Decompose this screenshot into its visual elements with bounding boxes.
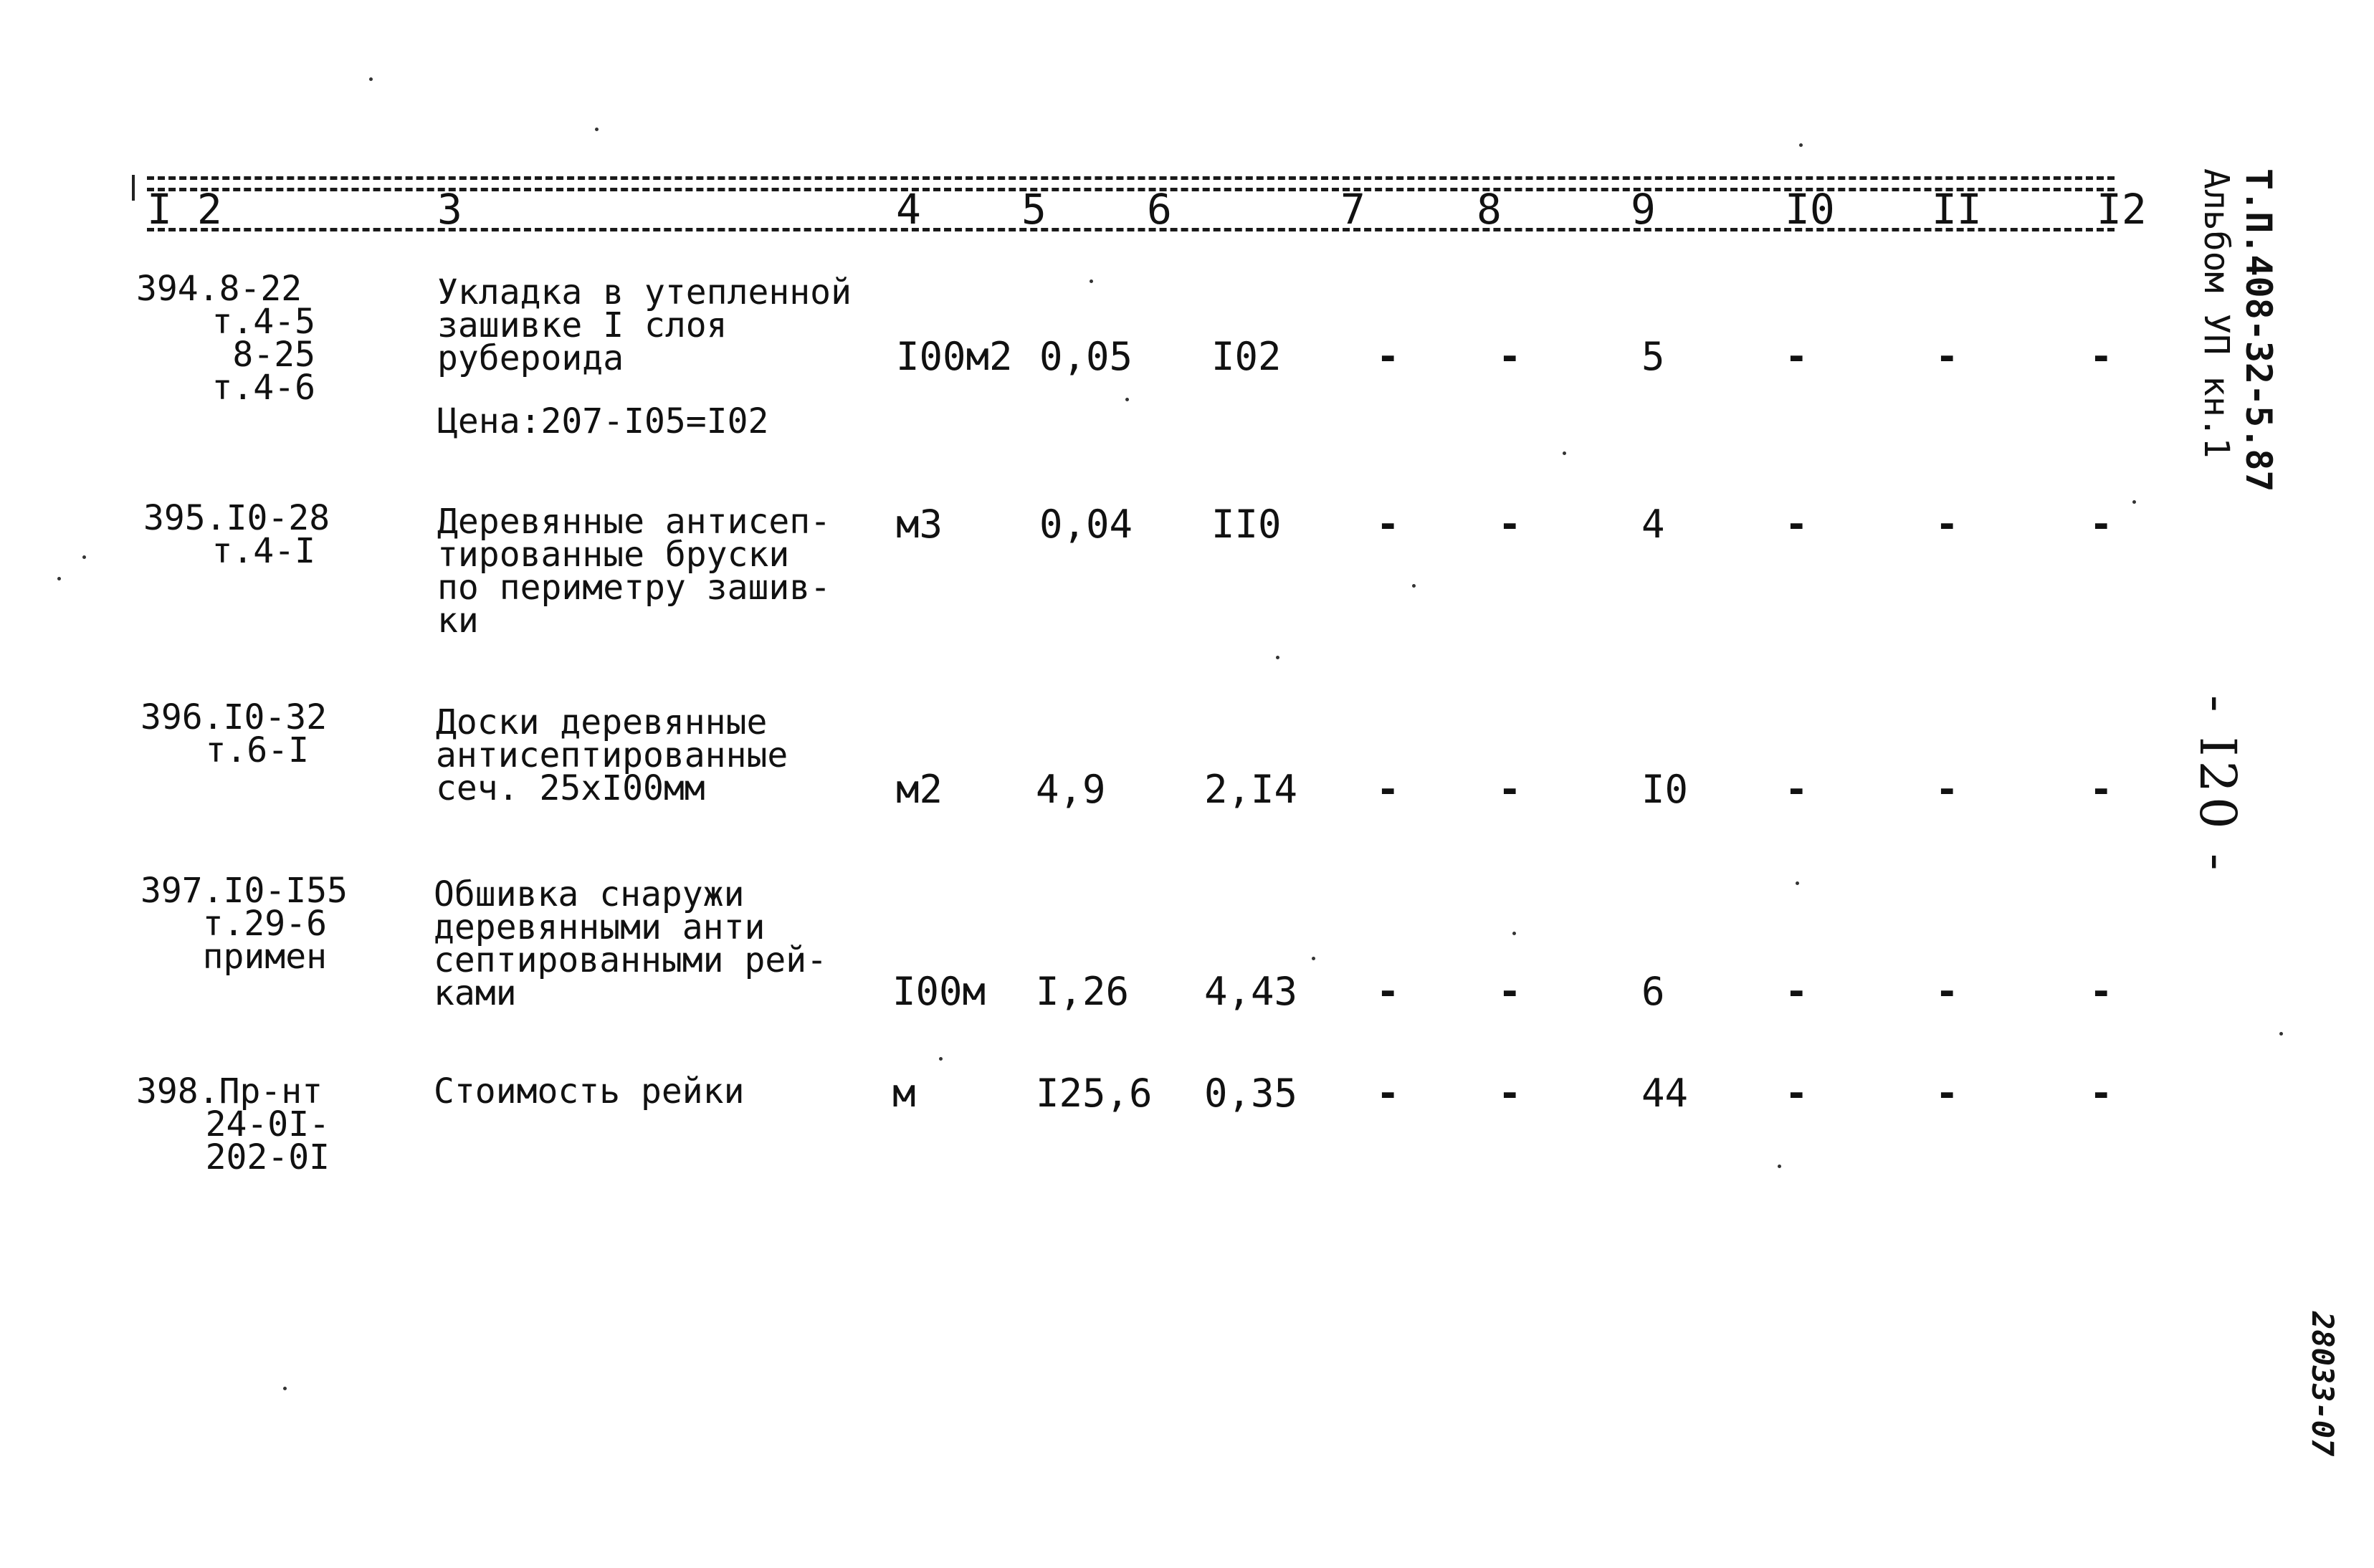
row-description <box>437 502 831 641</box>
cell-col7: - <box>1376 1071 1400 1116</box>
scan-speck <box>1276 656 1279 659</box>
scan-speck <box>1090 279 1093 283</box>
desc-line: рубероида <box>437 338 624 378</box>
row-price-note: Цена:207-I05=I02 <box>437 401 769 441</box>
scan-speck <box>939 1057 943 1061</box>
header-col-6: 6 <box>1147 185 1172 234</box>
row-code <box>140 697 348 770</box>
cell-unit: I00м2 <box>896 334 1013 379</box>
code-line: т.4-5 <box>211 302 315 342</box>
archive-stamp: 28033-07 <box>2305 1311 2340 1457</box>
desc-line: ки <box>437 601 479 641</box>
row-code <box>136 1071 351 1177</box>
cell-col11: - <box>1935 969 1959 1014</box>
code-line: т.4-I <box>211 531 315 571</box>
code-line: т.29-6 <box>202 904 327 944</box>
desc-line: сеч. 25xI00мм <box>436 768 705 808</box>
desc-line: Укладка в утепленной <box>437 272 852 312</box>
scan-speck <box>1125 398 1129 401</box>
code-line: т.6-I <box>205 730 309 770</box>
code-line: 396.I0-32 <box>140 697 328 737</box>
cell-col9: 4 <box>1641 502 1665 547</box>
cell-col8: - <box>1498 334 1522 379</box>
desc-line: зашивке I слоя <box>437 305 728 345</box>
cell-col11: - <box>1935 767 1959 812</box>
desc-line: антисептированные <box>436 735 788 775</box>
scan-speck <box>369 77 373 81</box>
row-description: Стоимость рейки <box>434 1071 745 1112</box>
header-top-rule <box>147 176 2115 180</box>
cell-col9: 6 <box>1641 969 1665 1014</box>
desc-line: Доски деревянные <box>436 702 768 742</box>
header-col-5: 5 <box>1021 185 1047 234</box>
cell-col10: - <box>1785 502 1808 547</box>
cell-col9: I0 <box>1641 767 1689 812</box>
corner-mark <box>132 175 135 201</box>
desc-line: деревянными анти <box>434 907 766 947</box>
cell-col8: - <box>1498 767 1522 812</box>
page-number: - I20 - <box>2188 695 2247 875</box>
header-col-3: 3 <box>437 185 462 234</box>
cell-price: 2,I4 <box>1204 767 1298 812</box>
cell-col7: - <box>1376 767 1400 812</box>
desc-line: Обшивка снаружи <box>434 874 745 914</box>
scan-speck <box>57 577 61 580</box>
cell-col7: - <box>1376 334 1400 379</box>
cell-col9: 44 <box>1641 1071 1689 1116</box>
cell-col10: - <box>1785 767 1808 812</box>
cell-col12: - <box>2089 767 2113 812</box>
header-col-7: 7 <box>1340 185 1365 234</box>
cell-qty: I,26 <box>1036 969 1130 1014</box>
cell-col8: - <box>1498 502 1522 547</box>
cell-price: II0 <box>1211 502 1282 547</box>
code-line: 24-0I- <box>205 1104 330 1144</box>
scan-speck <box>2132 500 2136 504</box>
cell-qty: 4,9 <box>1036 767 1106 812</box>
scan-speck <box>1563 451 1566 455</box>
album-code: Т.П.408-32-5.87 <box>2238 168 2279 492</box>
code-line: примен <box>202 937 327 977</box>
cell-col11: - <box>1935 1071 1959 1116</box>
cell-col10: - <box>1785 1071 1808 1116</box>
scan-speck <box>82 555 86 559</box>
cell-col12: - <box>2089 1071 2113 1116</box>
scan-speck <box>1312 957 1315 960</box>
code-line: 397.I0-I55 <box>140 871 348 911</box>
cell-col10: - <box>1785 969 1808 1014</box>
cell-price: 0,35 <box>1204 1071 1298 1116</box>
header-col-1-2: I 2 <box>147 185 222 234</box>
cell-col12: - <box>2089 502 2113 547</box>
header-col-12: I2 <box>2097 185 2147 234</box>
cell-col10: - <box>1785 334 1808 379</box>
scan-speck <box>1512 932 1516 935</box>
cell-qty: 0,04 <box>1039 502 1133 547</box>
cell-col9: 5 <box>1641 334 1665 379</box>
cell-unit: м2 <box>896 767 943 812</box>
header-col-4: 4 <box>896 185 921 234</box>
scan-speck <box>1796 881 1799 885</box>
desc-line: по периметру зашив- <box>437 568 831 608</box>
album-title: Альбом УП кн.1 <box>2196 168 2236 459</box>
header-col-11: II <box>1932 185 1982 234</box>
cell-col12: - <box>2089 334 2113 379</box>
code-line: 395.I0-28 <box>143 498 330 538</box>
desc-line: Деревянные антисеп- <box>437 502 831 542</box>
code-line: 394.8-22 <box>136 269 302 309</box>
cell-col7: - <box>1376 969 1400 1014</box>
cell-col8: - <box>1498 969 1522 1014</box>
cell-unit: м <box>892 1071 916 1116</box>
code-line: т.4-6 <box>211 368 315 408</box>
desc-line: ками <box>434 973 517 1013</box>
cell-col12: - <box>2089 969 2113 1014</box>
cell-col7: - <box>1376 502 1400 547</box>
cell-col11: - <box>1935 502 1959 547</box>
cell-qty: 0,05 <box>1039 334 1133 379</box>
cell-qty: I25,6 <box>1036 1071 1153 1116</box>
desc-line: септированными рей- <box>434 940 828 980</box>
header-col-10: I0 <box>1785 185 1835 234</box>
scan-speck <box>1778 1165 1781 1168</box>
cell-col11: - <box>1935 334 1959 379</box>
code-line: 398.Пр-нт <box>136 1071 323 1112</box>
row-description <box>434 874 828 1013</box>
row-code <box>140 871 356 977</box>
code-line: 202-0I <box>205 1137 330 1177</box>
cell-col8: - <box>1498 1071 1522 1116</box>
cell-unit: I00м <box>892 969 986 1014</box>
header-col-9: 9 <box>1631 185 1656 234</box>
row-code <box>136 269 351 408</box>
scan-speck <box>2279 1032 2283 1036</box>
cell-unit: м3 <box>896 502 943 547</box>
row-description <box>437 272 852 378</box>
header-col-8: 8 <box>1477 185 1502 234</box>
scan-speck <box>1799 143 1803 147</box>
cell-price: 4,43 <box>1204 969 1298 1014</box>
scan-speck <box>595 128 599 131</box>
scan-speck <box>1412 584 1416 588</box>
row-description <box>436 702 788 808</box>
desc-line: тированные бруски <box>437 535 790 575</box>
code-line: 8-25 <box>232 335 315 375</box>
cell-price: I02 <box>1211 334 1282 379</box>
row-code <box>143 498 351 571</box>
scan-speck <box>283 1387 287 1390</box>
